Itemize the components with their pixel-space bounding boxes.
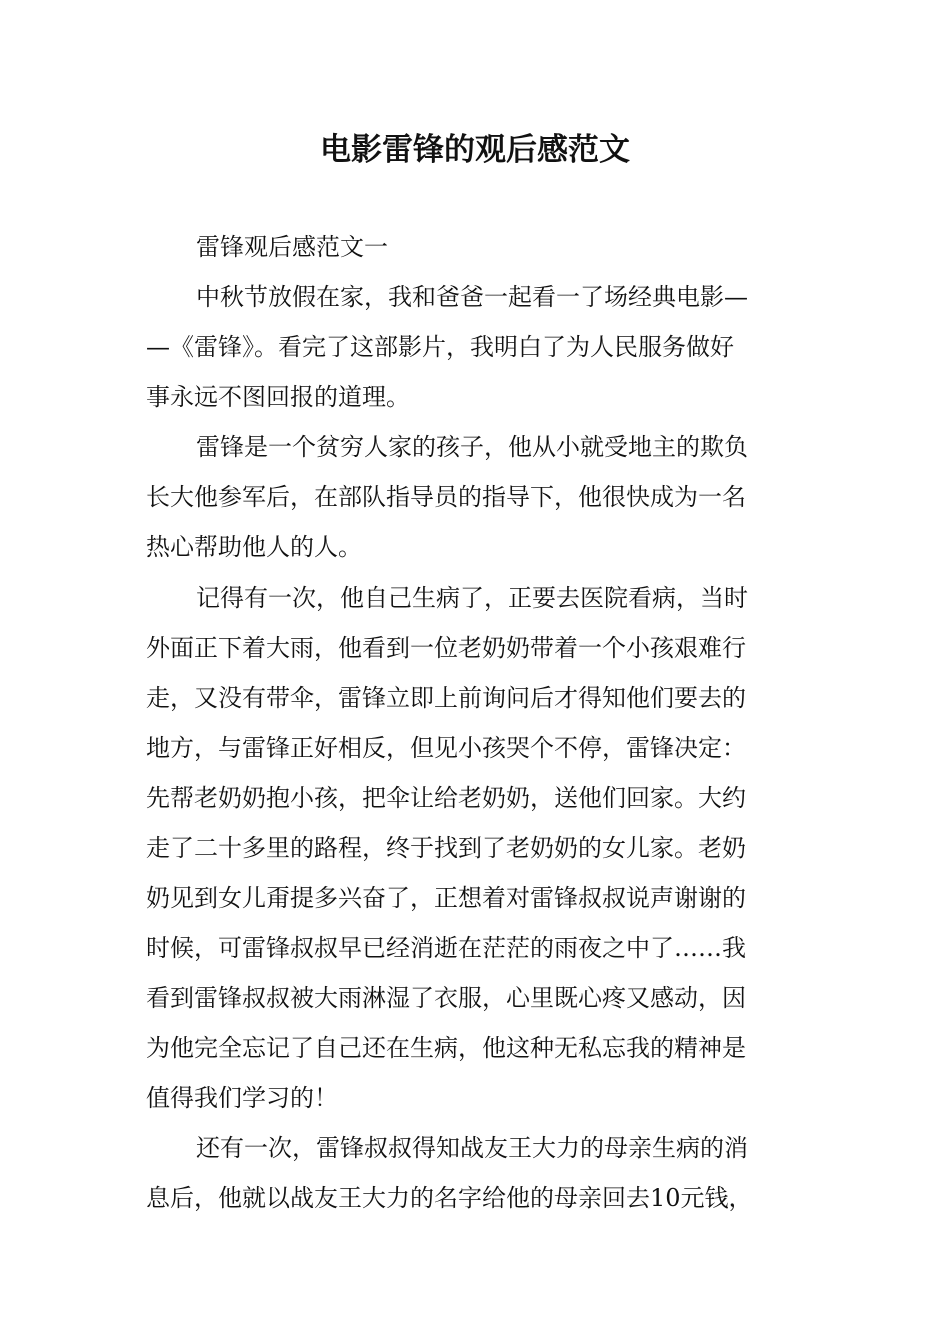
paragraph-line: 热心帮助他人的人。 [146, 533, 362, 561]
section-heading: 雷锋观后感范文一 [196, 233, 388, 261]
paragraph-line: 看到雷锋叔叔被大雨淋湿了衣服，心里既心疼又感动，因 [146, 984, 746, 1012]
paragraph-line: 走，又没有带伞，雷锋立即上前询问后才得知他们要去的 [146, 684, 746, 712]
paragraph-line: 值得我们学习的！ [146, 1084, 338, 1112]
paragraph-line: 事永远不图回报的道理。 [146, 383, 410, 411]
paragraph-line: —《雷锋》。看完了这部影片，我明白了为人民服务做好 [146, 333, 734, 361]
paragraph-line: 时候，可雷锋叔叔早已经消逝在茫茫的雨夜之中了……我 [146, 934, 746, 962]
document-title: 电影雷锋的观后感范文 [320, 132, 630, 168]
paragraph-line: 记得有一次，他自己生病了，正要去医院看病，当时 [196, 584, 748, 612]
paragraph-line: 中秋节放假在家，我和爸爸一起看一了场经典电影— [196, 283, 748, 311]
paragraph-line: 地方，与雷锋正好相反，但见小孩哭个不停，雷锋决定： [146, 734, 746, 762]
paragraph-line: 奶见到女儿甭提多兴奋了，正想着对雷锋叔叔说声谢谢的 [146, 884, 746, 912]
paragraph-line: 为他完全忘记了自己还在生病，他这种无私忘我的精神是 [146, 1034, 746, 1062]
paragraph-line: 走了二十多里的路程，终于找到了老奶奶的女儿家。老奶 [146, 834, 746, 862]
paragraph-line: 息后，他就以战友王大力的名字给他的母亲回去10元钱， [146, 1184, 753, 1212]
paragraph-line: 先帮老奶奶抱小孩，把伞让给老奶奶，送他们回家。大约 [146, 784, 746, 812]
paragraph-line: 外面正下着大雨，他看到一位老奶奶带着一个小孩艰难行 [146, 634, 746, 662]
paragraph-line: 长大他参军后，在部队指导员的指导下，他很快成为一名 [146, 483, 746, 511]
paragraph-line: 还有一次，雷锋叔叔得知战友王大力的母亲生病的消 [196, 1134, 748, 1162]
paragraph-line: 雷锋是一个贫穷人家的孩子，他从小就受地主的欺负 [196, 433, 748, 461]
